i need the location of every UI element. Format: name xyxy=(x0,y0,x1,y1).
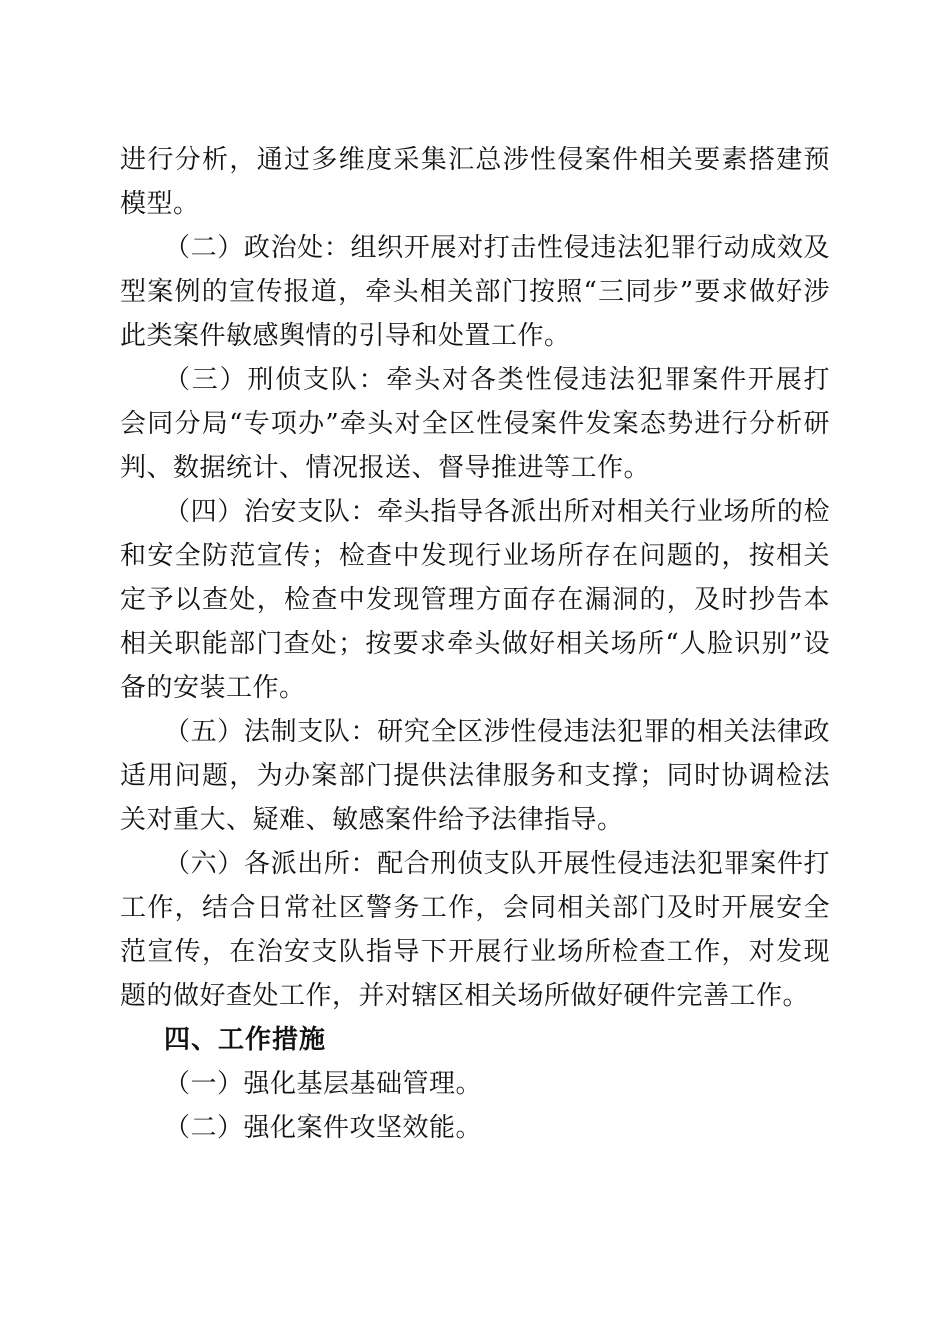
text-line: 定予以查处，检查中发现管理方面存在漏洞的，及时抄告本 xyxy=(120,585,830,615)
text-line: （五）法制支队：研究全区涉性侵违法犯罪的相关法律政 xyxy=(164,717,830,747)
text-line: （三）刑侦支队：牵头对各类性侵违法犯罪案件开展打 xyxy=(164,365,830,395)
text-line: 工作，结合日常社区警务工作，会同相关部门及时开展安全 xyxy=(120,893,830,923)
section-heading: 四、工作措施 xyxy=(164,1025,327,1055)
text-line: （二）政治处：组织开展对打击性侵违法犯罪行动成效及 xyxy=(164,233,830,263)
measure-item: （二）强化案件攻坚效能。 xyxy=(164,1113,483,1143)
text-line: （四）治安支队：牵头指导各派出所对相关行业场所的检 xyxy=(164,497,830,527)
text-line: 型案例的宣传报道，牵头相关部门按照“三同步”要求做好涉 xyxy=(120,277,830,307)
document-body xyxy=(120,138,830,1150)
text-line: 范宣传，在治安支队指导下开展行业场所检查工作，对发现 xyxy=(120,937,830,967)
measure-item: （一）强化基层基础管理。 xyxy=(164,1069,483,1099)
text-line: 会同分局“专项办”牵头对全区性侵案件发案态势进行分析研 xyxy=(120,409,830,439)
text-line: 和安全防范宣传；检查中发现行业场所存在问题的，按相关 xyxy=(120,541,830,571)
text-line: （六）各派出所：配合刑侦支队开展性侵违法犯罪案件打 xyxy=(164,849,830,879)
text-line: 此类案件敏感舆情的引导和处置工作。 xyxy=(120,321,571,351)
text-line: 适用问题，为办案部门提供法律服务和支撑；同时协调检法 xyxy=(120,761,830,791)
text-line: 关对重大、疑难、敏感案件给予法律指导。 xyxy=(120,805,624,835)
text-line: 模型。 xyxy=(120,189,200,219)
text-line: 进行分析，通过多维度采集汇总涉性侵案件相关要素搭建预 xyxy=(120,145,830,175)
text-line: 相关职能部门查处；按要求牵头做好相关场所“人脸识别”设 xyxy=(120,629,830,659)
text-line: 题的做好查处工作，并对辖区相关场所做好硬件完善工作。 xyxy=(120,981,810,1011)
text-line: 备的安装工作。 xyxy=(120,673,306,703)
text-line: 判、数据统计、情况报送、督导推进等工作。 xyxy=(120,453,651,483)
paragraph-lines xyxy=(120,138,830,1018)
